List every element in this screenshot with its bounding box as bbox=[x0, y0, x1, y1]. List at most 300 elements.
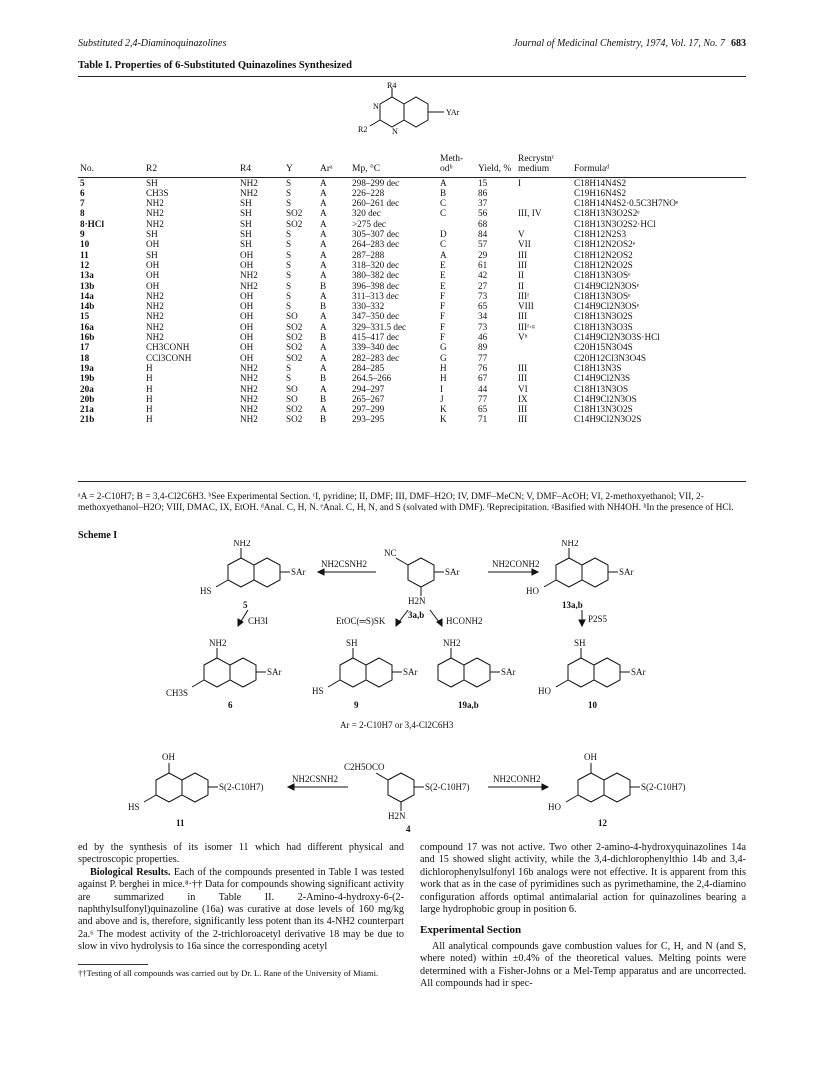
cell-mp: 320 dec bbox=[352, 208, 381, 219]
cell-mp: 282–283 dec bbox=[352, 352, 400, 363]
c11-oh: OH bbox=[162, 752, 175, 762]
cell-method: C bbox=[440, 208, 447, 219]
table-footnote: ᵃA = 2-C10H7; B = 3,4-Cl2C6H3. ᵇSee Experimental Section. ᶜI, pyridine; II, DMF; III, DMF–H2O; IV, DMF–MeCN; V, DMF–AcOH; VI, 2-methoxyethanol; VII, 2-methoxyethanol–H2O; VIII, DMAC, IX, EtOH. ᵈAnal. C, H, N. ᵉAnal. C, H, N, and S (solvated with DMF). ᶠReprecipitation. ᵍBasified with NH4OH. ʰIn the presence of HCl. bbox=[78, 492, 734, 513]
cell-mp: 284–285 bbox=[352, 362, 385, 373]
cell-no: 10 bbox=[80, 239, 90, 250]
footnote-rule bbox=[78, 964, 148, 965]
c19-sar: SAr bbox=[501, 667, 516, 677]
cell-recryst: III, IV bbox=[518, 208, 542, 219]
cell-y: SO bbox=[286, 383, 298, 394]
cell-r4: SH bbox=[240, 208, 252, 219]
cell-r4: NH2 bbox=[240, 362, 258, 373]
cell-no: 11 bbox=[80, 249, 89, 260]
cell-r4: NH2 bbox=[240, 270, 258, 281]
table-row bbox=[78, 260, 746, 270]
cell-yield: 86 bbox=[478, 187, 488, 198]
cell-yield: 37 bbox=[478, 198, 488, 209]
header-recryst: Recrystnᶜ medium bbox=[516, 154, 572, 177]
cell-mp: 380–382 dec bbox=[352, 270, 400, 281]
cell-method: D bbox=[440, 229, 447, 240]
cell-formula: C18H13N3OSᵉ bbox=[574, 290, 631, 301]
cell-y: SO2 bbox=[286, 208, 303, 219]
cell-yield: 89 bbox=[478, 342, 488, 353]
table-row bbox=[78, 332, 746, 342]
cell-formula: C18H13N3OS bbox=[574, 383, 629, 394]
cell-method: I bbox=[440, 383, 444, 394]
cell-formula: C18H14N4S2·0.5C3H7NOᵉ bbox=[574, 198, 679, 209]
table-row bbox=[78, 198, 746, 208]
cell-y: S bbox=[286, 249, 292, 260]
journal-citation: Journal of Medicinal Chemistry, 1974, Vol. 17, No. 7 bbox=[513, 38, 725, 49]
header-mp: Mp, °C bbox=[350, 154, 438, 177]
cell-mp: 264–283 dec bbox=[352, 239, 400, 250]
c13-sar: SAr bbox=[619, 567, 634, 577]
cell-r2: SH bbox=[146, 177, 158, 188]
cell-r4: OH bbox=[240, 290, 254, 301]
label-10: 10 bbox=[588, 700, 597, 710]
table-bottom-rule bbox=[78, 481, 746, 482]
header-y: Y bbox=[284, 154, 318, 177]
cell-ar: B bbox=[320, 414, 327, 425]
cell-mp: 311–313 dec bbox=[352, 290, 399, 301]
cell-ar: A bbox=[320, 229, 327, 240]
cell-mp: 294–297 bbox=[352, 383, 385, 394]
cell-ar: A bbox=[320, 198, 327, 209]
c4-ester: C2H5OCO bbox=[344, 762, 385, 772]
reagent-nh2csnh2-top: NH2CSNH2 bbox=[321, 559, 368, 569]
cell-r4: NH2 bbox=[240, 177, 258, 188]
cell-r2: SH bbox=[146, 229, 158, 240]
cell-method: B bbox=[440, 187, 447, 198]
cell-y: S bbox=[286, 362, 292, 373]
running-head-right bbox=[513, 38, 746, 49]
cell-recryst bbox=[516, 342, 572, 352]
cell-method: G bbox=[440, 352, 447, 363]
table-row bbox=[78, 229, 746, 239]
cell-r2: H bbox=[146, 393, 153, 404]
cell-formula: C14H9Cl2N3S bbox=[574, 373, 631, 384]
c3-nc: NC bbox=[384, 548, 397, 558]
right-paragraph-2: All analytical compounds gave combustion values for C, H, and N (and S, where noted) within ±0.4% of the theoretical values. Melting points were determined with a Fisher-Johns or a Mel-Temp apparatus and are uncorrected. All compounds had ir spec- bbox=[420, 940, 746, 990]
cell-formula: C14H9Cl2N3OSᵉ bbox=[574, 301, 640, 312]
cell-formula: C18H13N3O2S bbox=[574, 311, 633, 322]
scheme-diagram bbox=[78, 540, 746, 840]
cell-r2: H bbox=[146, 414, 153, 425]
cell-yield: 29 bbox=[478, 249, 488, 260]
cell-ar: A bbox=[320, 208, 327, 219]
cell-no: 5 bbox=[80, 177, 85, 188]
cell-no: 8 bbox=[80, 208, 85, 219]
cell-formula: C18H13N3O2S2·HCl bbox=[574, 218, 656, 229]
cell-mp: 396–398 dec bbox=[352, 280, 400, 291]
cell-method: A bbox=[440, 249, 447, 260]
cell-y: SO2 bbox=[286, 321, 303, 332]
cell-formula: C18H12N2O2S bbox=[574, 259, 633, 270]
cell-r4: OH bbox=[240, 342, 254, 353]
cell-yield: 34 bbox=[478, 311, 488, 322]
cell-no: 12 bbox=[80, 259, 90, 270]
cell-y: S bbox=[286, 259, 292, 270]
table-row bbox=[78, 363, 746, 373]
c4-h2n: H2N bbox=[388, 811, 406, 821]
cell-recryst: III bbox=[518, 404, 528, 415]
cell-recryst bbox=[516, 219, 572, 229]
bio-results-text: Each of the compounds presented in Table I was tested against P. berghei in mice.⁸·†† Data for compounds showing significant activity are summarized in Table II. 2-Amino-4-hydroxy-6-(2-naphthylsulfonyl)quinazoline (16a) was curative at dose levels of 160 mg/kg and above and is, therefore, significantly less potent than its 4-NH2 counterpart 2a.⁶ The modest activity of the 2-trichloroacetyl derivative 18 may be due to slow in vivo hydrolysis to 16a since the corresponding acetyl bbox=[78, 866, 405, 953]
cell-formula: C18H14N4S2 bbox=[574, 177, 627, 188]
cell-ar: A bbox=[320, 362, 327, 373]
cell-yield: 73 bbox=[478, 290, 488, 301]
cell-r4: OH bbox=[240, 332, 254, 343]
cell-r2: H bbox=[146, 383, 153, 394]
body-left-column bbox=[78, 842, 404, 978]
label-5: 5 bbox=[243, 600, 248, 610]
cell-recryst: VIII bbox=[518, 301, 534, 312]
cell-formula: C20H15N3O4S bbox=[574, 342, 633, 353]
cell-ar: B bbox=[320, 280, 327, 291]
cell-r2: NH2 bbox=[146, 311, 164, 322]
table-row bbox=[78, 414, 746, 424]
cell-ar: A bbox=[320, 218, 327, 229]
cell-no: 6 bbox=[80, 187, 85, 198]
cell-r4: NH2 bbox=[240, 280, 258, 291]
cell-y: SO bbox=[286, 393, 298, 404]
cell-recryst: III bbox=[518, 362, 528, 373]
cell-method: H bbox=[440, 373, 447, 384]
cell-method: F bbox=[440, 332, 446, 343]
header-no: No. bbox=[78, 154, 144, 177]
cell-mp: 293–295 bbox=[352, 414, 385, 425]
cell-mp: 226–228 bbox=[352, 187, 385, 198]
cell-yield: 27 bbox=[478, 280, 488, 291]
cell-mp: 298–299 dec bbox=[352, 177, 400, 188]
table-row bbox=[78, 301, 746, 311]
cell-yield: 42 bbox=[478, 270, 488, 281]
c6-ch3s: CH3S bbox=[166, 688, 189, 698]
cell-method: E bbox=[440, 280, 446, 291]
cell-recryst: III bbox=[518, 414, 528, 425]
cell-mp: 264.5–266 bbox=[352, 373, 392, 384]
cell-ar: A bbox=[320, 259, 327, 270]
cell-no: 8·HCl bbox=[80, 218, 104, 229]
c6-nh2: NH2 bbox=[209, 638, 227, 648]
cell-yield: 65 bbox=[478, 404, 488, 415]
cell-r4: NH2 bbox=[240, 373, 258, 384]
reagent-nh2conh2-top: NH2CONH2 bbox=[492, 559, 540, 569]
table-row bbox=[78, 239, 746, 249]
cell-recryst: III bbox=[518, 249, 528, 260]
cell-ar: B bbox=[320, 301, 327, 312]
cell-r4: NH2 bbox=[240, 414, 258, 425]
table-header-row bbox=[78, 154, 746, 177]
cell-mp: 265–267 bbox=[352, 393, 385, 404]
cell-yield: 46 bbox=[478, 332, 488, 343]
cell-yield: 65 bbox=[478, 301, 488, 312]
experimental-heading: Experimental Section bbox=[420, 924, 522, 937]
bio-results-heading: Biological Results. bbox=[90, 866, 171, 878]
cell-formula: C18H13N3O2S2ᵉ bbox=[574, 208, 640, 219]
cell-ar: A bbox=[320, 290, 327, 301]
cell-mp: 339–340 dec bbox=[352, 342, 400, 353]
cell-recryst: IX bbox=[518, 393, 528, 404]
cell-recryst: III bbox=[518, 311, 528, 322]
cell-formula: C18H12N2OS2 bbox=[574, 249, 633, 260]
cell-r2: CCl3CONH bbox=[146, 352, 192, 363]
cell-recryst: Vʰ bbox=[518, 332, 528, 343]
cell-ar: A bbox=[320, 404, 327, 415]
cell-y: S bbox=[286, 177, 292, 188]
c5-sar: SAr bbox=[291, 567, 306, 577]
c5-hs: HS bbox=[200, 586, 212, 596]
table-body bbox=[78, 177, 746, 425]
table-row bbox=[78, 281, 746, 291]
cell-recryst bbox=[516, 198, 572, 208]
cell-formula: C20H12Cl3N3O4S bbox=[574, 352, 646, 363]
header-yield: Yield, % bbox=[476, 154, 516, 177]
label-6: 6 bbox=[228, 700, 233, 710]
cell-no: 16a bbox=[80, 321, 94, 332]
cell-no: 17 bbox=[80, 342, 90, 353]
cell-r2: H bbox=[146, 373, 153, 384]
cell-method: F bbox=[440, 311, 446, 322]
cell-recryst: IIIᶠ bbox=[518, 290, 530, 301]
cell-y: S bbox=[286, 280, 292, 291]
cell-recryst: V bbox=[518, 229, 525, 240]
cell-method: K bbox=[440, 414, 447, 425]
cell-mp: >275 dec bbox=[352, 218, 387, 229]
cell-no: 7 bbox=[80, 198, 85, 209]
struct-yar: YAr bbox=[446, 108, 460, 117]
cell-y: S bbox=[286, 187, 292, 198]
cell-ar: A bbox=[320, 352, 327, 363]
cell-ar: A bbox=[320, 177, 327, 188]
cell-yield: 61 bbox=[478, 259, 488, 270]
testing-footnote: ††Testing of all compounds was carried out by Dr. L. Rane of the University of Miami. bbox=[78, 967, 379, 978]
table-row bbox=[78, 177, 746, 188]
cell-ar: B bbox=[320, 373, 327, 384]
cell-yield: 76 bbox=[478, 362, 488, 373]
cell-recryst: II bbox=[518, 280, 525, 291]
cell-ar: A bbox=[320, 249, 327, 260]
cell-r2: SH bbox=[146, 249, 158, 260]
left-paragraph-2 bbox=[78, 867, 404, 954]
cell-method: H bbox=[440, 362, 447, 373]
header-r2: R2 bbox=[144, 154, 238, 177]
reagent-nh2csnh2-bottom: NH2CSNH2 bbox=[292, 774, 339, 784]
header-method: Meth- odᵇ bbox=[438, 154, 476, 177]
cell-r4: SH bbox=[240, 218, 252, 229]
header-r4: R4 bbox=[238, 154, 284, 177]
cell-ar: A bbox=[320, 239, 327, 250]
cell-no: 15 bbox=[80, 311, 90, 322]
label-9: 9 bbox=[354, 700, 359, 710]
cell-recryst: III bbox=[518, 373, 528, 384]
reagent-ch3i: CH3I bbox=[248, 616, 268, 626]
cell-recryst: VI bbox=[518, 383, 528, 394]
table-row bbox=[78, 373, 746, 383]
cell-r2: OH bbox=[146, 270, 160, 281]
quinazoline-structure bbox=[340, 82, 490, 152]
cell-y: SO2 bbox=[286, 332, 303, 343]
cell-mp: 260–261 dec bbox=[352, 198, 400, 209]
cell-r2: H bbox=[146, 404, 153, 415]
table-row bbox=[78, 353, 746, 363]
cell-formula: C14H9Cl2N3OSᵉ bbox=[574, 280, 640, 291]
cell-y: SO2 bbox=[286, 218, 303, 229]
table-row bbox=[78, 322, 746, 332]
header-ar: Arᵃ bbox=[318, 154, 350, 177]
label-12: 12 bbox=[598, 818, 607, 828]
cell-mp: 330–332 bbox=[352, 301, 385, 312]
c10-sh: SH bbox=[574, 638, 586, 648]
cell-no: 19a bbox=[80, 362, 94, 373]
header-formula: Formulaᵈ bbox=[572, 154, 746, 177]
cell-y: S bbox=[286, 373, 292, 384]
label-13ab: 13a,b bbox=[562, 600, 583, 610]
cell-y: SO2 bbox=[286, 414, 303, 425]
table-row bbox=[78, 311, 746, 321]
c3-h2n: H2N bbox=[408, 596, 426, 606]
reagent-p2s5: P2S5 bbox=[588, 614, 608, 624]
cell-r4: OH bbox=[240, 249, 254, 260]
running-head-left: Substituted 2,4-Diaminoquinazolines bbox=[78, 38, 227, 49]
cell-y: SO2 bbox=[286, 352, 303, 363]
c9-sar: SAr bbox=[403, 667, 418, 677]
cell-yield: 56 bbox=[478, 208, 488, 219]
table-title: Table I. Properties of 6-Substituted Quinazolines Synthesized bbox=[78, 60, 352, 71]
cell-y: SO2 bbox=[286, 342, 303, 353]
cell-ar: A bbox=[320, 342, 327, 353]
c6-sar: SAr bbox=[267, 667, 282, 677]
cell-mp: 415–417 dec bbox=[352, 332, 400, 343]
cell-r4: OH bbox=[240, 259, 254, 270]
c10-ho: HO bbox=[538, 686, 551, 696]
cell-r4: OH bbox=[240, 352, 254, 363]
cell-r2: NH2 bbox=[146, 301, 164, 312]
cell-formula: C18H13N3O2S bbox=[574, 404, 633, 415]
cell-ar: A bbox=[320, 187, 327, 198]
table-row bbox=[78, 404, 746, 414]
cell-yield: 77 bbox=[478, 393, 488, 404]
label-3ab: 3a,b bbox=[408, 610, 425, 620]
cell-method: E bbox=[440, 270, 446, 281]
cell-ar: A bbox=[320, 383, 327, 394]
cell-y: S bbox=[286, 290, 292, 301]
cell-formula: C18H13N3O3S bbox=[574, 321, 633, 332]
cell-y: S bbox=[286, 270, 292, 281]
reagent-hconh2: HCONH2 bbox=[446, 616, 483, 626]
table-row bbox=[78, 291, 746, 301]
scheme-title: Scheme I bbox=[78, 530, 118, 541]
cell-r2: H bbox=[146, 362, 153, 373]
cell-method: G bbox=[440, 342, 447, 353]
table-row bbox=[78, 384, 746, 394]
cell-mp: 318–320 dec bbox=[352, 259, 400, 270]
cell-y: S bbox=[286, 198, 292, 209]
cell-r4: OH bbox=[240, 301, 254, 312]
right-paragraph-1: compound 17 was not active. Two other 2-amino-4-hydroxyquinazolines 14a and 15 showed slight activity, while the 3,4-dichlorophenylthio 14b and 3,4-dichlorophenylsulfonyl 16b analogs were not effective. It is apparent from this work that as in the case of pyrimidines such as pyrimethamine, the 2,4-diamino configuration affords optimal antimalarial action for quinazolines bearing a large hydrophobic group in position 6. bbox=[420, 842, 746, 916]
cell-no: 13a bbox=[80, 270, 94, 281]
cell-r2: OH bbox=[146, 259, 160, 270]
cell-r4: NH2 bbox=[240, 187, 258, 198]
cell-r4: NH2 bbox=[240, 383, 258, 394]
cell-r2: CH3S bbox=[146, 187, 169, 198]
c9-sh: SH bbox=[346, 638, 358, 648]
cell-no: 14a bbox=[80, 290, 94, 301]
c10-sar: SAr bbox=[631, 667, 646, 677]
cell-formula: C18H13N3OSᵉ bbox=[574, 270, 631, 281]
cell-recryst: III bbox=[518, 259, 528, 270]
c9-hs: HS bbox=[312, 686, 324, 696]
cell-r2: CH3CONH bbox=[146, 342, 190, 353]
cell-yield: 71 bbox=[478, 414, 488, 425]
cell-recryst: IIIᶠ·ᵍ bbox=[518, 321, 535, 332]
table-row bbox=[78, 219, 746, 229]
struct-r4: R4 bbox=[387, 82, 397, 90]
c5-nh2: NH2 bbox=[233, 540, 251, 548]
cell-formula: C14H9Cl2N3O2S bbox=[574, 414, 642, 425]
body-right-column bbox=[420, 842, 746, 990]
cell-yield: 73 bbox=[478, 321, 488, 332]
table-row bbox=[78, 208, 746, 218]
running-head bbox=[78, 38, 746, 52]
cell-no: 14b bbox=[80, 301, 95, 312]
cell-ar: A bbox=[320, 311, 327, 322]
cell-r2: OH bbox=[146, 239, 160, 250]
cell-recryst: II bbox=[518, 270, 525, 281]
cell-no: 21a bbox=[80, 404, 94, 415]
table-row bbox=[78, 342, 746, 352]
c12-ho: HO bbox=[548, 802, 561, 812]
cell-method: E bbox=[440, 259, 446, 270]
table-row bbox=[78, 250, 746, 260]
cell-y: S bbox=[286, 229, 292, 240]
cell-formula: C19H16N4S2 bbox=[574, 187, 627, 198]
struct-n3: N bbox=[392, 127, 398, 136]
c12-s2nap: S(2-C10H7) bbox=[641, 782, 686, 792]
cell-r4: NH2 bbox=[240, 404, 258, 415]
cell-ar: A bbox=[320, 270, 327, 281]
cell-formula: C14H9Cl2N3OS bbox=[574, 393, 637, 404]
cell-y: S bbox=[286, 301, 292, 312]
reagent-nh2conh2-bottom: NH2CONH2 bbox=[493, 774, 541, 784]
cell-yield: 67 bbox=[478, 373, 488, 384]
cell-mp: 329–331.5 dec bbox=[352, 321, 407, 332]
cell-recryst: VII bbox=[518, 239, 531, 250]
cell-r2: NH2 bbox=[146, 198, 164, 209]
c13-nh2: NH2 bbox=[561, 540, 579, 548]
ar-definition: Ar = 2-C10H7 or 3,4-Cl2C6H3 bbox=[340, 720, 454, 730]
label-19ab: 19a,b bbox=[458, 700, 479, 710]
struct-n1: N bbox=[373, 102, 379, 111]
cell-method: A bbox=[440, 177, 447, 188]
cell-yield: 68 bbox=[478, 218, 488, 229]
cell-method: C bbox=[440, 198, 447, 209]
cell-r2: NH2 bbox=[146, 290, 164, 301]
table-row bbox=[78, 188, 746, 198]
cell-method: J bbox=[440, 393, 444, 404]
cell-mp: 347–350 dec bbox=[352, 311, 400, 322]
cell-method: C bbox=[440, 239, 447, 250]
cell-y: SO2 bbox=[286, 404, 303, 415]
cell-no: 16b bbox=[80, 332, 95, 343]
cell-r4: SH bbox=[240, 229, 252, 240]
label-4: 4 bbox=[406, 824, 411, 834]
cell-mp: 297–299 bbox=[352, 404, 385, 415]
cell-method: F bbox=[440, 290, 446, 301]
cell-r4: SH bbox=[240, 239, 252, 250]
cell-recryst bbox=[516, 188, 572, 198]
cell-ar: B bbox=[320, 393, 327, 404]
